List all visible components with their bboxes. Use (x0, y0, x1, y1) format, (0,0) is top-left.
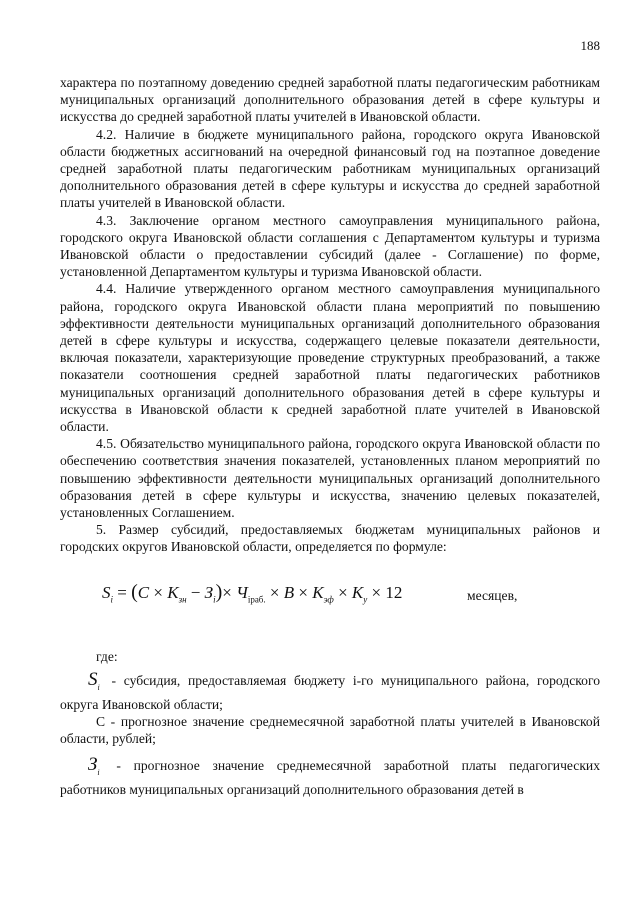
formula-b: B (283, 582, 295, 602)
definition-z-letter: З (88, 753, 98, 775)
formula-kef: K (312, 582, 324, 602)
document-body (60, 74, 600, 798)
formula-ch: Ч (236, 582, 248, 602)
formula-open-paren: ( (131, 580, 138, 603)
formula-z-sub: i (213, 594, 216, 605)
definition-s (60, 668, 600, 713)
definition-z-sub: i (97, 767, 100, 777)
formula-close-paren: ) (215, 580, 223, 603)
formula-times-6: × (367, 582, 386, 602)
definition-s-text: - субсидия, предоставляемая бюджету i-го муниципального района, городского округа Ивановской области; (60, 672, 600, 712)
formula-expression (102, 580, 403, 609)
formula-minus: − (186, 582, 205, 602)
paragraph-continuation: характера по поэтапному доведению средней заработной платы педагогическим работникам муниципальных организаций дополнительного образования детей в сфере культуры и искусства до средней заработной платы учителей в Ивановской области. (60, 75, 600, 125)
definition-z-symbol (88, 753, 100, 781)
formula-lhs: S (102, 582, 111, 602)
formula-ky: K (351, 582, 364, 602)
formula-kef-sub: эф (323, 594, 334, 605)
paragraph-4-4: 4.4. Наличие утвержденного органом местного самоуправления муниципального района, городского округа Ивановской области плана мероприятий по повышению эффективности деятельности муниципальных организаций дополнительного образования детей в сфере культуры и искусства, содержащего целевые показатели деятельности, включая показатели, характеризующие проведение структурных преобразований, а также показатели соотношения средней заработной платы педагогических работников муниципальных организаций дополнительного образования детей в сфере культуры и искусства в Ивановской области к средней заработной плате учителей в Ивановской области. (60, 281, 600, 435)
page-number: 188 (580, 38, 600, 53)
formula-ch-sub: iраб. (247, 594, 266, 605)
paragraph-4-3: 4.3. Заключение органом местного самоуправления муниципального района, городского округа Ивановской области соглашения с Департаментом культуры и туризма Ивановской области о предоставлении субсидий (далее - Соглашение) по форме, установленной Департаментом культуры и туризма Ивановской области. (60, 212, 600, 280)
definition-z (60, 753, 600, 798)
formula-k: K (167, 582, 179, 602)
formula-times-5: × (333, 582, 352, 602)
formula-c: C (137, 582, 150, 602)
formula-k-sub: зн (178, 594, 187, 605)
subsidy-formula (60, 566, 600, 626)
definition-s-symbol (88, 668, 100, 696)
formula-lhs-sub: i (110, 594, 114, 605)
formula-times-3: × (265, 582, 284, 602)
formula-times-2: × (222, 582, 237, 602)
formula-times-1: × (149, 582, 168, 602)
paragraph-4-2: 4.2. Наличие в бюджете муниципального района, городского округа Ивановской области бюджетных ассигнований на очередной финансовый год на поэтапное доведение средней заработной платы педагогическим работникам муниципальных организаций дополнительного образования детей в сфере культуры и искусства до средней заработной платы учителей в Ивановской области. (60, 126, 600, 211)
where-label: где: (96, 648, 118, 664)
paragraph-5: 5. Размер субсидий, предоставляемых бюджетам муниципальных районов и городских округов Ивановской области, определяется по формуле: (60, 522, 600, 555)
formula-twelve: 12 (385, 582, 403, 602)
paragraph-4-5: 4.5. Обязательство муниципального района, городского округа Ивановской области по обеспечению соответствия значения показателей, установленных планом мероприятий по повышению эффективности деятельности муниципальных организаций дополнительного образования детей в сфере культуры и искусства, значению целевых показателей, установленных Соглашением. (60, 436, 600, 521)
definition-c: С - прогнозное значение среднемесячной заработной платы учителей в Ивановской области, рублей; (60, 714, 600, 747)
formula-times-4: × (294, 582, 313, 602)
definition-s-letter: S (88, 668, 98, 690)
definition-z-text: - прогнозное значение среднемесячной заработной платы педагогических работников муниципальных организаций дополнительного образования детей в (60, 757, 600, 797)
formula-ky-sub: у (363, 594, 368, 605)
formula-z: З (204, 582, 214, 602)
formula-equals: = (113, 582, 132, 602)
formula-unit: месяцев, (467, 587, 518, 603)
definition-s-sub: i (97, 682, 100, 692)
